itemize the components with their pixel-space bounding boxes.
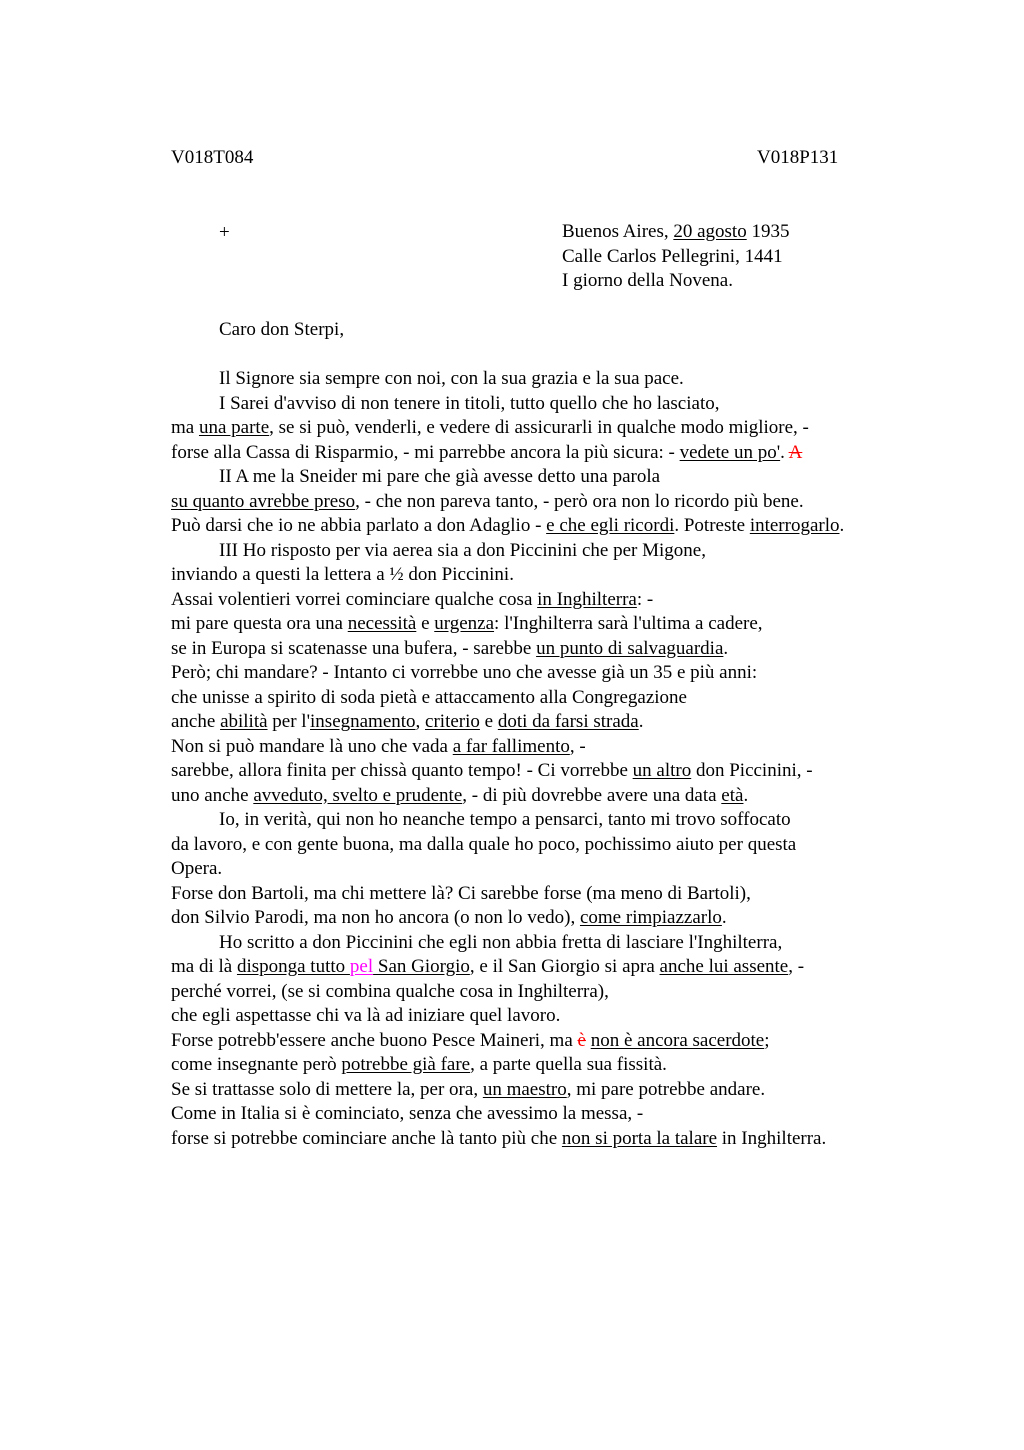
letter-line bbox=[171, 980, 931, 1005]
letter-line bbox=[171, 441, 931, 466]
underlined-text: vedete un po' bbox=[679, 441, 781, 463]
underlined-text: insegnamento bbox=[310, 711, 416, 732]
text-segment: da lavoro, e con gente buona, ma dalla quale ho poco, pochissimo aiuto per questa bbox=[171, 833, 797, 855]
letter-line bbox=[171, 759, 931, 784]
text-segment: : l'Inghilterra sarà l'ultima a cadere, bbox=[494, 613, 763, 634]
text-segment: Ho scritto a don Piccinini che egli non abbia fretta di lasciare l'Inghilterra, bbox=[219, 931, 783, 953]
underlined-text: criterio bbox=[425, 711, 480, 732]
text-segment: Il Signore sia sempre con noi, con la sua grazia e la sua pace. bbox=[219, 368, 684, 389]
text-segment: mi pare questa ora una bbox=[171, 613, 348, 634]
letter-line bbox=[171, 514, 931, 539]
text-segment: Però; chi mandare? - Intanto ci vorrebbe uno che avesse già un 35 e più anni: bbox=[171, 662, 758, 683]
text-segment: I Sarei d'avviso di non tenere in titoli, tutto quello che ho lasciato, bbox=[219, 392, 720, 414]
text-segment: , e il San Giorgio si apra bbox=[469, 956, 660, 977]
letter-line bbox=[171, 661, 931, 686]
letter-line bbox=[171, 539, 931, 564]
letter-line bbox=[171, 392, 931, 417]
text-segment: . bbox=[721, 907, 727, 928]
text-segment: III Ho risposto per via aerea sia a don Piccinini che per Migone, bbox=[219, 539, 706, 561]
letter-line bbox=[171, 784, 931, 809]
underlined-text: a far fallimento bbox=[452, 735, 570, 757]
text-segment: inviando a questi la lettera a ½ don Piccinini. bbox=[171, 564, 514, 585]
text-segment: . Potreste bbox=[674, 515, 750, 536]
text-segment: , - di più dovrebbe avere una data bbox=[462, 784, 722, 806]
text-segment: : - bbox=[636, 588, 654, 610]
text-segment: forse alla Cassa di Risparmio, - mi parrebbe ancora la più sicura: - bbox=[171, 441, 680, 463]
place-date-line bbox=[562, 220, 789, 245]
deleted-text: A bbox=[788, 441, 803, 463]
underlined-text: avveduto, svelto e prudente bbox=[253, 784, 463, 806]
underlined-text: potrebbe già fare bbox=[341, 1054, 471, 1075]
underlined-text: non si porta la talare bbox=[561, 1127, 718, 1149]
text-segment: che egli aspettasse chi va là ad iniziare quel lavoro. bbox=[171, 1005, 561, 1026]
text-segment: ma bbox=[171, 417, 199, 438]
cross-mark: + bbox=[219, 222, 230, 243]
underlined-text: doti da farsi strada bbox=[497, 711, 639, 732]
underlined-text: un punto di salvaguardia bbox=[536, 637, 724, 659]
text-segment: , bbox=[415, 711, 426, 732]
text-segment: ; bbox=[764, 1029, 770, 1051]
text-segment: , mi pare potrebbe andare. bbox=[566, 1078, 766, 1100]
letter-line bbox=[171, 1053, 931, 1078]
novena-day: I giorno della Novena. bbox=[562, 270, 733, 291]
document-code-right: V018P131 bbox=[757, 147, 839, 168]
underlined-text: anche lui assente bbox=[659, 956, 789, 977]
text-segment: , a parte quella sua fissità. bbox=[470, 1054, 667, 1075]
underlined-text: urgenza bbox=[434, 613, 495, 634]
text-segment: . bbox=[723, 637, 729, 659]
letter-line bbox=[171, 1078, 931, 1103]
text-segment: ma di là bbox=[171, 956, 237, 977]
text-segment: anche bbox=[171, 711, 221, 732]
text-segment: Come in Italia si è cominciato, senza che avessimo la messa, - bbox=[171, 1103, 644, 1124]
underlined-text: in Inghilterra bbox=[537, 588, 637, 610]
underlined-text: abilità bbox=[220, 711, 268, 732]
letter-line bbox=[171, 906, 931, 931]
text-segment: Non si può mandare là uno che vada bbox=[171, 735, 453, 757]
text-segment: . bbox=[743, 784, 749, 806]
letter-line bbox=[171, 1029, 931, 1054]
text-segment: perché vorrei, (se si combina qualche cosa in Inghilterra), bbox=[171, 980, 609, 1002]
letter-line bbox=[171, 710, 931, 735]
letter-line bbox=[171, 416, 931, 441]
text-segment: per l' bbox=[267, 711, 311, 732]
text-segment: Può darsi che io ne abbia parlato a don Adaglio - bbox=[171, 515, 547, 536]
letter-line bbox=[171, 563, 931, 588]
underlined-text: su quanto avrebbe preso bbox=[171, 490, 356, 512]
text-segment: Assai volentieri vorrei cominciare qualche cosa bbox=[171, 588, 538, 610]
letter-line bbox=[171, 735, 931, 760]
text-segment: come insegnante però bbox=[171, 1054, 342, 1075]
year: 1935 bbox=[746, 221, 790, 242]
text-segment: forse si potrebbe cominciare anche là tanto più che bbox=[171, 1127, 562, 1149]
letter-line bbox=[171, 588, 931, 613]
letter-line bbox=[171, 857, 931, 882]
text-segment: se in Europa si scatenasse una bufera, - sarebbe bbox=[171, 637, 537, 659]
text-segment: . bbox=[638, 711, 644, 732]
document-code-left: V018T084 bbox=[171, 147, 254, 168]
underlined-text: un altro bbox=[632, 760, 692, 781]
underlined-text: età bbox=[721, 784, 744, 806]
deleted-text: è bbox=[577, 1029, 586, 1051]
letter-line bbox=[171, 955, 931, 980]
underlined-text: disponga tutto bbox=[236, 956, 350, 977]
letter-header bbox=[562, 220, 789, 294]
text-segment: don Silvio Parodi, ma non ho ancora (o non lo vedo), bbox=[171, 907, 580, 928]
text-segment: don Piccinini, - bbox=[691, 760, 813, 781]
letter-body bbox=[171, 367, 931, 1151]
letter-line bbox=[171, 612, 931, 637]
underlined-text: non è ancora sacerdote bbox=[590, 1029, 765, 1051]
underlined-text: e che egli ricordi bbox=[546, 515, 675, 536]
underlined-text: un maestro bbox=[482, 1078, 567, 1100]
letter-line bbox=[171, 686, 931, 711]
text-segment: che unisse a spirito di soda pietà e attaccamento alla Congregazione bbox=[171, 686, 687, 708]
letter-line bbox=[171, 833, 931, 858]
underlined-text: come rimpiazzarlo bbox=[579, 907, 722, 928]
letter-line bbox=[171, 1127, 931, 1152]
letter-line bbox=[171, 1102, 931, 1127]
letter-line bbox=[171, 931, 931, 956]
letter-line bbox=[171, 882, 931, 907]
letter-line bbox=[171, 465, 931, 490]
text-segment: Io, in verità, qui non ho neanche tempo a pensarci, tanto mi trovo soffocato bbox=[219, 809, 791, 830]
text-segment: Forse potrebb'essere anche buono Pesce Maineri, ma bbox=[171, 1029, 578, 1051]
text-segment: , - che non pareva tanto, - però ora non lo ricordo più bene. bbox=[355, 490, 804, 512]
place: Buenos Aires, bbox=[562, 221, 674, 242]
text-segment: Forse don Bartoli, ma chi mettere là? Ci sarebbe forse (ma meno di Bartoli), bbox=[171, 882, 751, 904]
date: 20 agosto bbox=[673, 221, 747, 242]
text-segment: , se si può, venderli, e vedere di assicurarli in qualche modo migliore, - bbox=[269, 417, 809, 438]
text-segment: uno anche bbox=[171, 784, 254, 806]
text-segment: , - bbox=[569, 735, 586, 757]
letter-line bbox=[171, 1004, 931, 1029]
text-segment: sarebbe, allora finita per chissà quanto tempo! - Ci vorrebbe bbox=[171, 760, 633, 781]
text-segment: . bbox=[780, 441, 789, 463]
text-segment: II A me la Sneider mi pare che già avesse detto una parola bbox=[219, 466, 661, 487]
text-segment: . bbox=[839, 515, 845, 536]
underlined-text: necessità bbox=[347, 613, 417, 634]
text-segment: e bbox=[416, 613, 435, 634]
salutation: Caro don Sterpi, bbox=[219, 319, 345, 340]
text-segment: , - bbox=[788, 956, 805, 977]
text-segment: e bbox=[479, 711, 498, 732]
address: Calle Carlos Pellegrini, 1441 bbox=[562, 245, 783, 267]
text-segment: Opera. bbox=[171, 858, 223, 879]
underlined-text: una parte bbox=[198, 417, 270, 438]
letter-line bbox=[171, 490, 931, 515]
letter-line bbox=[171, 637, 931, 662]
letter-line bbox=[171, 808, 931, 833]
text-segment: Se si trattasse solo di mettere la, per ora, bbox=[171, 1078, 483, 1100]
inserted-text: pel bbox=[349, 956, 374, 977]
underlined-text: interrogarlo bbox=[749, 515, 840, 536]
letter-line bbox=[171, 367, 931, 392]
underlined-text: San Giorgio bbox=[373, 956, 470, 977]
text-segment: in Inghilterra. bbox=[717, 1127, 827, 1149]
